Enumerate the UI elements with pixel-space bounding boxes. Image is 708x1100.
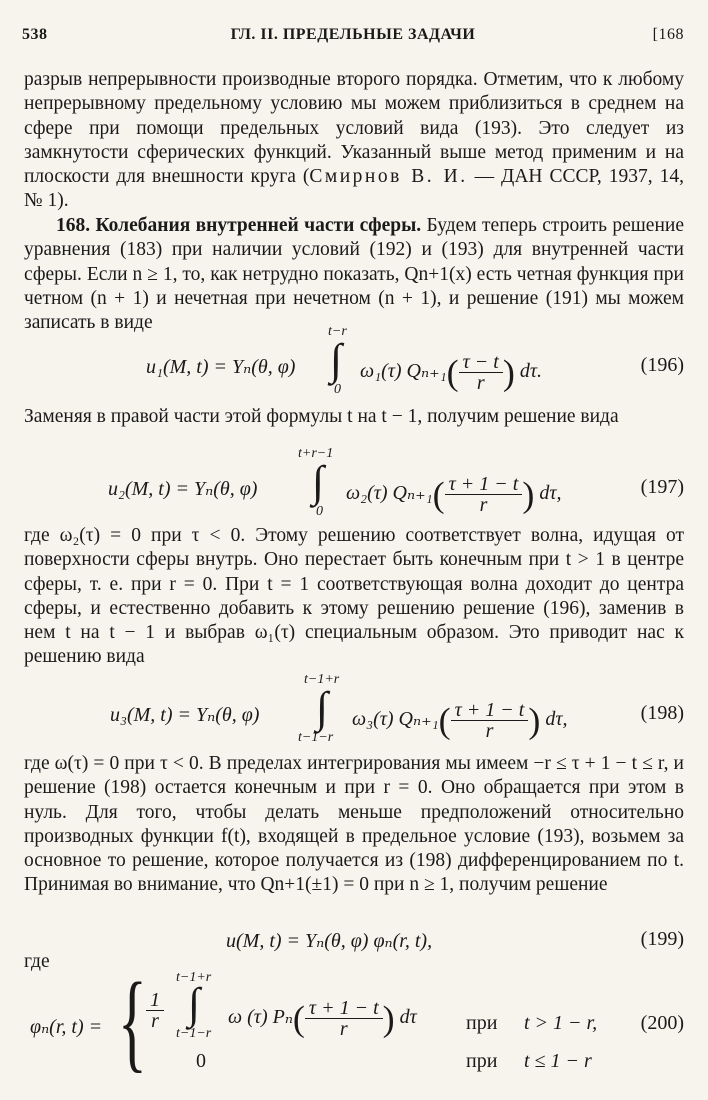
eq198-lower-limit: t−1−r xyxy=(298,730,334,745)
eq200-lower-limit: t−1−r xyxy=(176,1026,212,1041)
eq197-upper-limit: t+r−1 xyxy=(298,446,334,461)
paragraph-2-text: Будем теперь строить решение уравнения (183) при наличии условий (192) и (193) для внутренней части сферы. Если n ≥ 1, то, как нетрудно показать, Qn+1(x) есть четная функция при четном (n + 1) и нечетная при нечетном (n + 1), и решение (191) мы можем записать в виде xyxy=(24,215,684,334)
author-citation: Смирнов В. И. xyxy=(309,166,468,188)
eq200-case2-condition: t ≤ 1 − r xyxy=(524,1050,592,1072)
paragraph-2 xyxy=(24,214,684,335)
eq198-upper-limit: t−1+r xyxy=(304,672,340,687)
page-header xyxy=(22,26,684,48)
equation-198 xyxy=(0,672,708,746)
paragraph-3-text: Заменяя в правой части этой формулы t на t − 1, получим решение вида xyxy=(24,406,619,427)
integral-sign: ∫ xyxy=(316,683,329,732)
eq196-fraction xyxy=(459,352,503,393)
paragraph-1 xyxy=(24,68,684,214)
integral-sign: ∫ xyxy=(188,979,201,1028)
equation-199 xyxy=(0,902,708,952)
eq196-numerator: τ − t xyxy=(459,352,503,373)
eq196-lhs: u₁(M, t) = Yₙ(θ, φ) xyxy=(146,356,296,378)
equation-197 xyxy=(0,446,708,520)
eq198-integrand: ω₃(τ) Qₙ₊₁( $\frac{\tau + 1 - t}{r}$ ) dτ, xyxy=(352,699,568,742)
eq197-integrand-text: ω₂(τ) Qₙ₊₁ xyxy=(346,482,433,505)
eq197-fraction xyxy=(445,474,523,515)
eq200-case2-word: при xyxy=(466,1050,498,1072)
eq199-number: (199) xyxy=(640,928,684,950)
eq198-differential: dτ, xyxy=(545,708,568,731)
eq198-numerator: τ + 1 − t xyxy=(451,700,529,721)
eq200-integrand: ω (τ) Pₙ( $\frac{\tau + 1 - t}{r}$ ) dτ xyxy=(228,997,417,1040)
paragraph-1-text: разрыв непрерывности производные второго порядка. Отметим, что к любому непрерывному предельному условию мы можем приблизиться в среднем на сфере при помощи предельных условий вида (193). Это следует из замкнутости сферических функций. Указанный выше метод применим и на плоскости для внешности круга ( xyxy=(24,69,684,188)
eq200-lhs: φₙ(r, t) = xyxy=(30,1016,103,1038)
eq196-number: (196) xyxy=(640,354,684,376)
eq200-case1-condition: t > 1 − r, xyxy=(524,1012,598,1034)
eq198-fraction xyxy=(451,700,529,741)
eq196-lower-limit: 0 xyxy=(334,382,341,397)
eq200-denominator: r xyxy=(339,1018,348,1040)
eq197-numerator: τ + 1 − t xyxy=(445,474,523,495)
paragraph-4 xyxy=(24,524,684,670)
paragraph-6-text: где xyxy=(24,951,50,972)
eq197-lower-limit: 0 xyxy=(316,504,323,519)
eq197-integrand: ω₂(τ) Qₙ₊₁( $\frac{\tau + 1 - t}{r}$ ) dτ, xyxy=(346,473,562,516)
section-reference: [168 xyxy=(652,26,684,43)
paragraph-1-end: — ДАН СССР, 1937, 14, № 1). xyxy=(24,166,684,212)
equation-196 xyxy=(0,324,708,398)
section-heading: 168. Колебания внутренней части сферы. xyxy=(56,215,422,236)
eq196-integrand-text: ω₁(τ) Qₙ₊₁ xyxy=(360,360,447,383)
eq196-upper-limit: t−r xyxy=(328,324,347,339)
integral-sign: ∫ xyxy=(330,335,343,384)
eq197-denominator: r xyxy=(479,494,488,516)
eq200-numerator: τ + 1 − t xyxy=(305,998,383,1019)
paragraph-5 xyxy=(24,752,684,898)
eq200-case2-value: 0 xyxy=(196,1050,206,1072)
integral-sign: ∫ xyxy=(312,457,325,506)
paragraph-5-text: где ω(τ) = 0 при τ < 0. В пределах интегрирования мы имеем −r ≤ τ + 1 − t ≤ r, и решение (198) остается конечным и при r = 0. Оно обращается при этом в нуль. Для того, чтобы делать меньше предположений относительно производных функции f(t), входящей в предельное условие (193), возьмем за основное то решение, которое получается из (198) дифференцированием по t. Принимая во внимание, что Qn+1(±1) = 0 при n ≥ 1, получим решение xyxy=(24,753,684,896)
eq200-differential: dτ xyxy=(399,1006,417,1029)
eq200-one-over-r xyxy=(146,990,164,1031)
eq198-integrand-text: ω₃(τ) Qₙ₊₁ xyxy=(352,708,439,731)
paragraph-3 xyxy=(24,405,684,429)
paragraph-4-text: где ω₂(τ) = 0 при τ < 0. Этому решению соответствует волна, идущая от поверхности сферы внутрь. Оно перестает быть конечным при t > 1 в центре сферы, т. е. при r = 0. При t = 1 соответствующая волна доходит до центра сферы, и естественно добавить к этому решению решение (196), заменив в нем t на t − 1 и выбрав ω₁(τ) специальным образом. Это приводит нас к решению вида xyxy=(24,525,684,668)
eq197-number: (197) xyxy=(640,476,684,498)
eq200-one: 1 xyxy=(146,990,164,1011)
running-title: ГЛ. II. ПРЕДЕЛЬНЫЕ ЗАДАЧИ xyxy=(230,26,476,43)
eq200-integrand-text: ω (τ) Pₙ xyxy=(228,1006,293,1029)
eq197-differential: dτ, xyxy=(539,482,562,505)
eq200-case1-word: при xyxy=(466,1012,498,1034)
eq196-denominator: r xyxy=(476,372,485,394)
eq200-upper-limit: t−1+r xyxy=(176,970,212,985)
page-number: 538 xyxy=(22,26,48,43)
eq196-differential: dτ. xyxy=(519,360,543,383)
cases-brace: { xyxy=(117,960,147,1082)
eq199-body: u(M, t) = Yₙ(θ, φ) φₙ(r, t), xyxy=(226,930,433,952)
eq200-fraction xyxy=(305,998,383,1039)
eq197-lhs: u₂(M, t) = Yₙ(θ, φ) xyxy=(108,478,258,500)
eq200-r: r xyxy=(151,1010,159,1032)
eq200-number: (200) xyxy=(640,1012,684,1034)
eq198-denominator: r xyxy=(485,720,494,742)
eq198-lhs: u₃(M, t) = Yₙ(θ, φ) xyxy=(110,704,260,726)
eq198-number: (198) xyxy=(640,702,684,724)
eq196-integrand: ω₁(τ) Qₙ₊₁( $\frac{\tau - t}{r}$ ) dτ. xyxy=(360,351,543,394)
